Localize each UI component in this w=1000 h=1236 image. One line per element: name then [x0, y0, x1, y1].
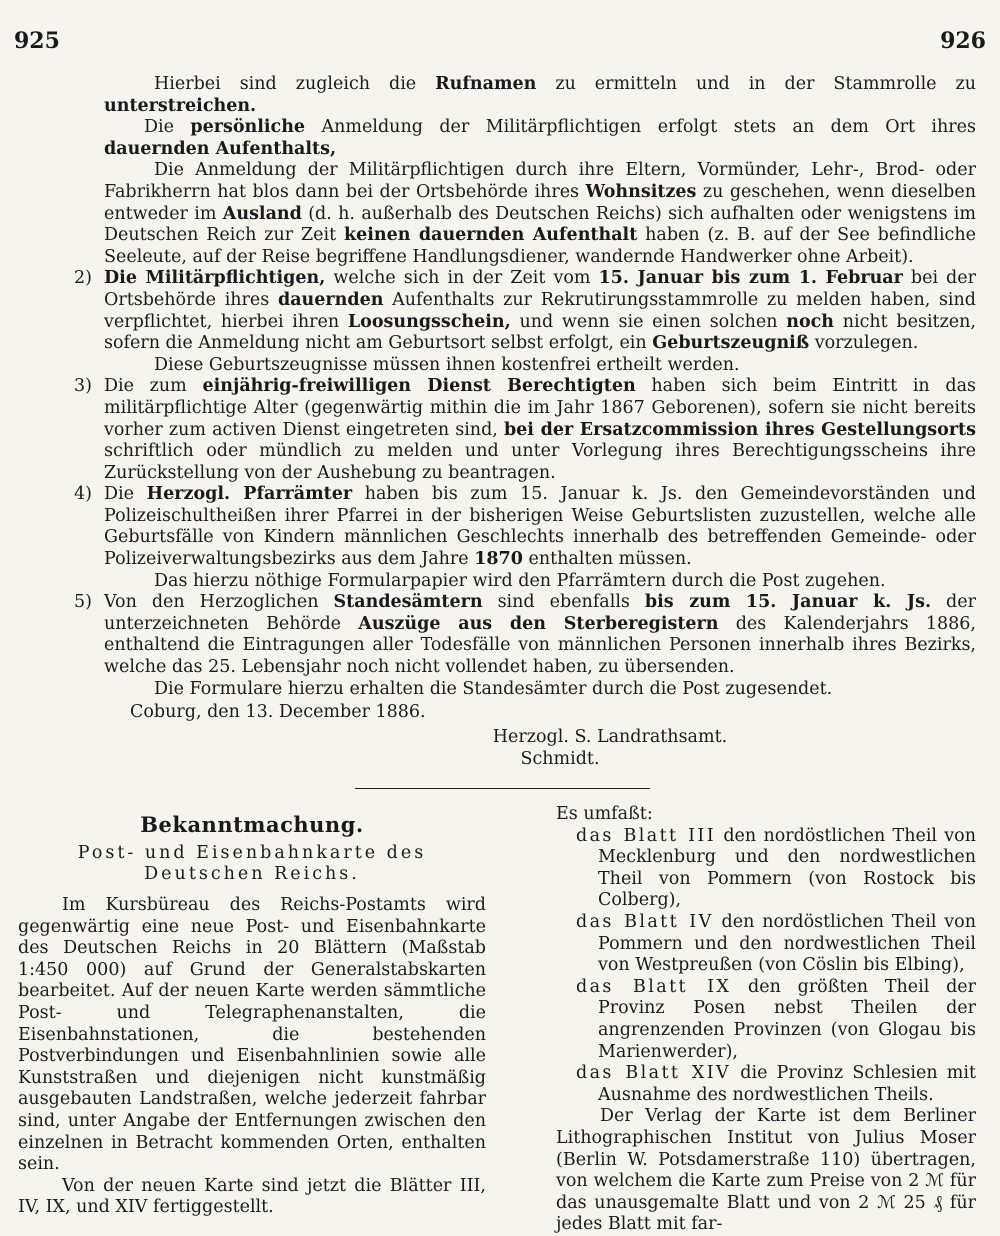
item-text: Die zum einjährig-freiwilligen Dienst Berechtigten haben sich beim Eintritt in das militärpflichtige Alter (gegenwärtig mithin die im Jahr 1867 Geborenen), sofern sie nicht bereits vorher zum activen Dienst eingetreten sind, bei der Ersatzcommission ihres Gestellungsorts schriftlich oder mündlich zu melden und unter Vorlegung ihres Berechtigungsscheins ihre Zurückstellung von der Aushebung zu beantragen. — [104, 376, 977, 483]
announcement-right-column — [556, 804, 976, 1236]
page-number-left: 925 — [14, 28, 60, 54]
item-number: 5) — [74, 592, 92, 613]
item-number: 4) — [74, 484, 92, 505]
sheet-list-intro: Es umfaßt: — [556, 804, 653, 824]
item-note: Diese Geburtszeugnisse müssen ihnen kostenfrei ertheilt werden. — [154, 354, 740, 375]
paragraph-registration-by-parents: Die Anmeldung der Militärpflichtigen durch ihre Eltern, Vormünder, Lehr-, Brod- oder Fabrikherrn hat blos dann bei der Ortsbehörde ihres Wohnsitzes zu geschehen, wenn dieselben entweder im Ausland (d. h. außerhalb des Deutschen Reichs) sich aufhalten oder wenigstens im Deutschen Reich zur Zeit keinen dauernden Aufenthalt haben (z. B. auf der See befindliche Seeleute, auf der Reise begriffene Handlungsdiener, wandernde Handwerker ohne Arbeit). — [104, 160, 977, 267]
numbered-item-4 — [74, 484, 976, 592]
numbered-item-3 — [74, 376, 977, 484]
announcement-paragraph-2: Von der neuen Karte sind jetzt die Blätter III, IV, IX, und XIV fertiggestellt. — [18, 1175, 486, 1218]
item-text: Die Militärpflichtigen, welche sich in der Zeit vom 15. Januar bis zum 1. Februar bei der Ortsbehörde ihres dauernden Aufenthalts zur Rekrutirungsstammrolle zu melden haben, sind verpflichtet, hierbei ihren Loosungsschein, und wenn sie einen solchen noch nicht besitzen, sofern die Anmeldung nicht am Geburtsort selbst erfolgt, ein Geburtszeugniß vorzulegen. — [104, 268, 977, 354]
item-number: 3) — [74, 376, 92, 397]
signature: Schmidt. — [520, 749, 600, 770]
numbered-item-2 — [74, 268, 977, 376]
sheet-list-item: das Blatt III den nordöstlichen Theil von Mecklenburg und den nordwestlichen Theil von Pommern (von Rostock bis Colberg), — [576, 825, 976, 911]
announcement-paragraph-1: Im Kursbüreau des Reichs-Postamts wird gegenwärtig eine neue Post- und Eisenbahnkarte des Deutschen Reichs in 20 Blättern (Maßstab 1:450 000) auf Grund der Generalstabskarten bearbeitet. Auf der neuen Karte werden sämmtliche Post- und Telegraphenanstalten, die Eisenbahnstationen, die bestehenden Postverbindungen und Eisenbahnlinien sowie alle Kunststraßen und diejenigen nicht kunstmäßig ausgebauten Landstraßen, welche jederzeit fahrbar sind, unter Angabe der Entfernungen zwischen den einzelnen in Betracht kommenden Orten, enthalten sein. — [18, 895, 486, 1175]
sheet-list-item: das Blatt XIV die Provinz Schlesien mit Ausnahme des nordwestlichen Theils. — [576, 1063, 976, 1105]
page-number-right: 926 — [940, 28, 986, 54]
item-number: 2) — [74, 268, 92, 289]
announcement-title: Bekanntmachung. — [140, 812, 364, 837]
publisher-paragraph: Der Verlag der Karte ist dem Berliner Lithographischen Institut von Julius Moser (Berlin W. Potsdamerstraße 110) übertragen, von welchem die Karte zum Preise von 2 ℳ für das unausgemalte Blatt und von 2 ℳ 25 ₰ für jedes Blatt mit far- — [556, 1106, 976, 1235]
paragraph-rufnamen: Hierbei sind zugleich die Rufnamen zu ermitteln und in der Stammrolle zu unterstreichen. — [104, 74, 976, 116]
sheet-list-item: das Blatt IV den nordöstlichen Theil von Pommern und den nordwestlichen Theil von Westpreußen (von Cöslin bis Elbing), — [576, 911, 976, 976]
section-divider — [355, 788, 650, 789]
item-text: Von den Herzoglichen Standesämtern sind ebenfalls bis zum 15. Januar k. Js. der unterzeichneten Behörde Auszüge aus den Sterberegistern des Kalenderjahrs 1886, enthaltend die Eintragungen aller Todesfälle von männlichen Personen innerhalb ihres Bezirks, welche das 25. Lebensjahr noch nicht vollendet haben, zu übersenden. — [104, 592, 976, 678]
numbered-item-5 — [74, 592, 976, 700]
sheet-list-item: das Blatt IX den größten Theil der Provinz Posen nebst Theilen der angrenzenden Provinzen (von Glogau bis Marienwerder), — [576, 976, 976, 1062]
ordinance-continuation — [74, 74, 977, 770]
issuing-authority: Herzogl. S. Landrathsamt. — [492, 727, 728, 748]
announcement-left-column — [18, 812, 486, 1219]
item-note: Das hierzu nöthige Formularpapier wird den Pfarrämtern durch die Post zugehen. — [154, 570, 886, 591]
announcement-subtitle: Post- und Eisenbahnkarte des Deutschen Reichs. — [77, 843, 427, 884]
item-note: Die Formulare hierzu erhalten die Standesämter durch die Post zugesendet. — [154, 678, 833, 699]
location-date: Coburg, den 13. December 1886. — [130, 702, 426, 723]
item-text: Die Herzogl. Pfarrämter haben bis zum 15. Januar k. Js. den Gemeindevorständen und Polizeischultheißen ihrer Pfarrei in der bisherigen Weise Geburtslisten zuzustellen, welche alle Geburtsfälle von Kindern männlichen Geschlechts innerhalb des betreffenden Gemeinde- oder Polizeiverwaltungsbezirks aus dem Jahre 1870 enthalten müssen. — [104, 484, 976, 570]
paragraph-personal-registration: Die persönliche Anmeldung der Militärpflichtigen erfolgt stets an dem Ort ihres dauernden Aufenthalts, — [104, 117, 976, 159]
